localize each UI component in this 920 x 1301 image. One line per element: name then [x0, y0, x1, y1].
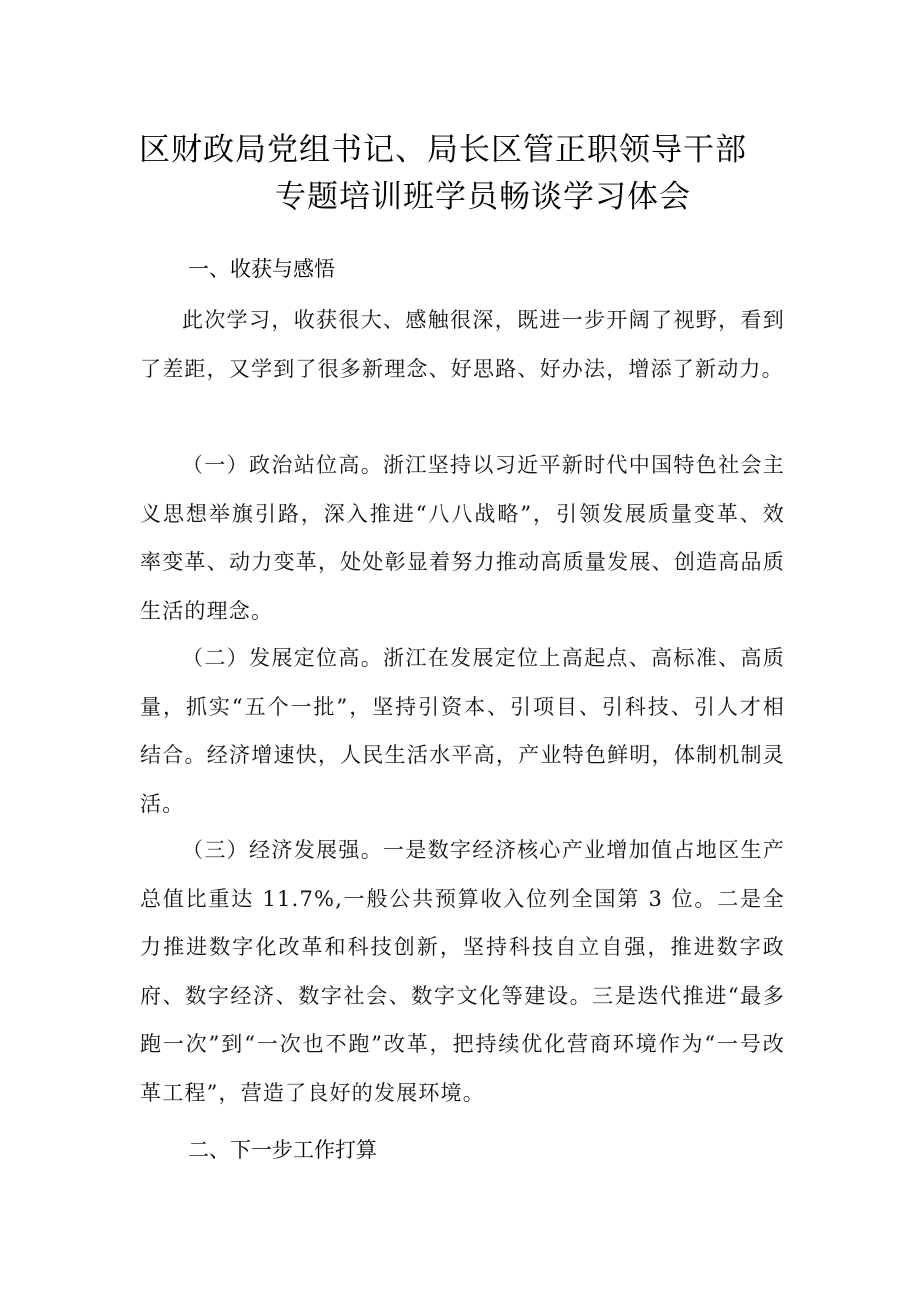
item-3-title: （三）经济发展强。 — [182, 838, 384, 862]
item-2-text: 浙江在发展定位上高起点、高标准、高质量，抓实“五个一批”，坚持引资本、引项目、引科技、引人才相结合。经济增速快，人民生活水平高，产业特色鲜明，体制机制灵活。 — [140, 646, 785, 816]
section-2-heading: 二、下一步工作打算 — [188, 1138, 377, 1162]
item-3-text: 一是数字经济核心产业增加值占地区生产总值比重达 11.7%,一般公共预算收入位列全国第 3 位。二是全力推进数字化改革和科技创新，坚持科技自立自强，推进数字政府、数字经济、数字社会、数字文化等建设。三是迭代推进“最多跑一次”到“一次也不跑”改革，把持续优化营商环境作为“一号改革工程”，营造了良好的发展环境。 — [140, 838, 785, 1105]
document-title-line-1: 区财政局党组书记、局长区管正职领导干部 — [139, 132, 747, 168]
intro-paragraph: 此次学习，收获很大、感触很深，既进一步开阔了视野，看到了差距，又学到了很多新理念、好思路、好办法，增添了新动力。 — [140, 308, 785, 381]
item-1-title: （一）政治站位高。 — [182, 453, 384, 477]
item-1-text: 浙江坚持以习近平新时代中国特色社会主义思想举旗引路，深入推进“八八战略”，引领发展质量变革、效率变革、动力变革，处处彰显着努力推动高质量发展、创造高品质生活的理念。 — [140, 453, 785, 623]
document-title-line-2: 专题培训班学员畅谈学习体会 — [275, 179, 691, 215]
item-2-paragraph — [140, 634, 785, 828]
item-3-paragraph — [140, 826, 785, 1117]
item-1-paragraph — [140, 441, 785, 635]
item-2-title: （二）发展定位高。 — [182, 646, 384, 670]
section-1-heading: 一、收获与感悟 — [188, 257, 335, 281]
